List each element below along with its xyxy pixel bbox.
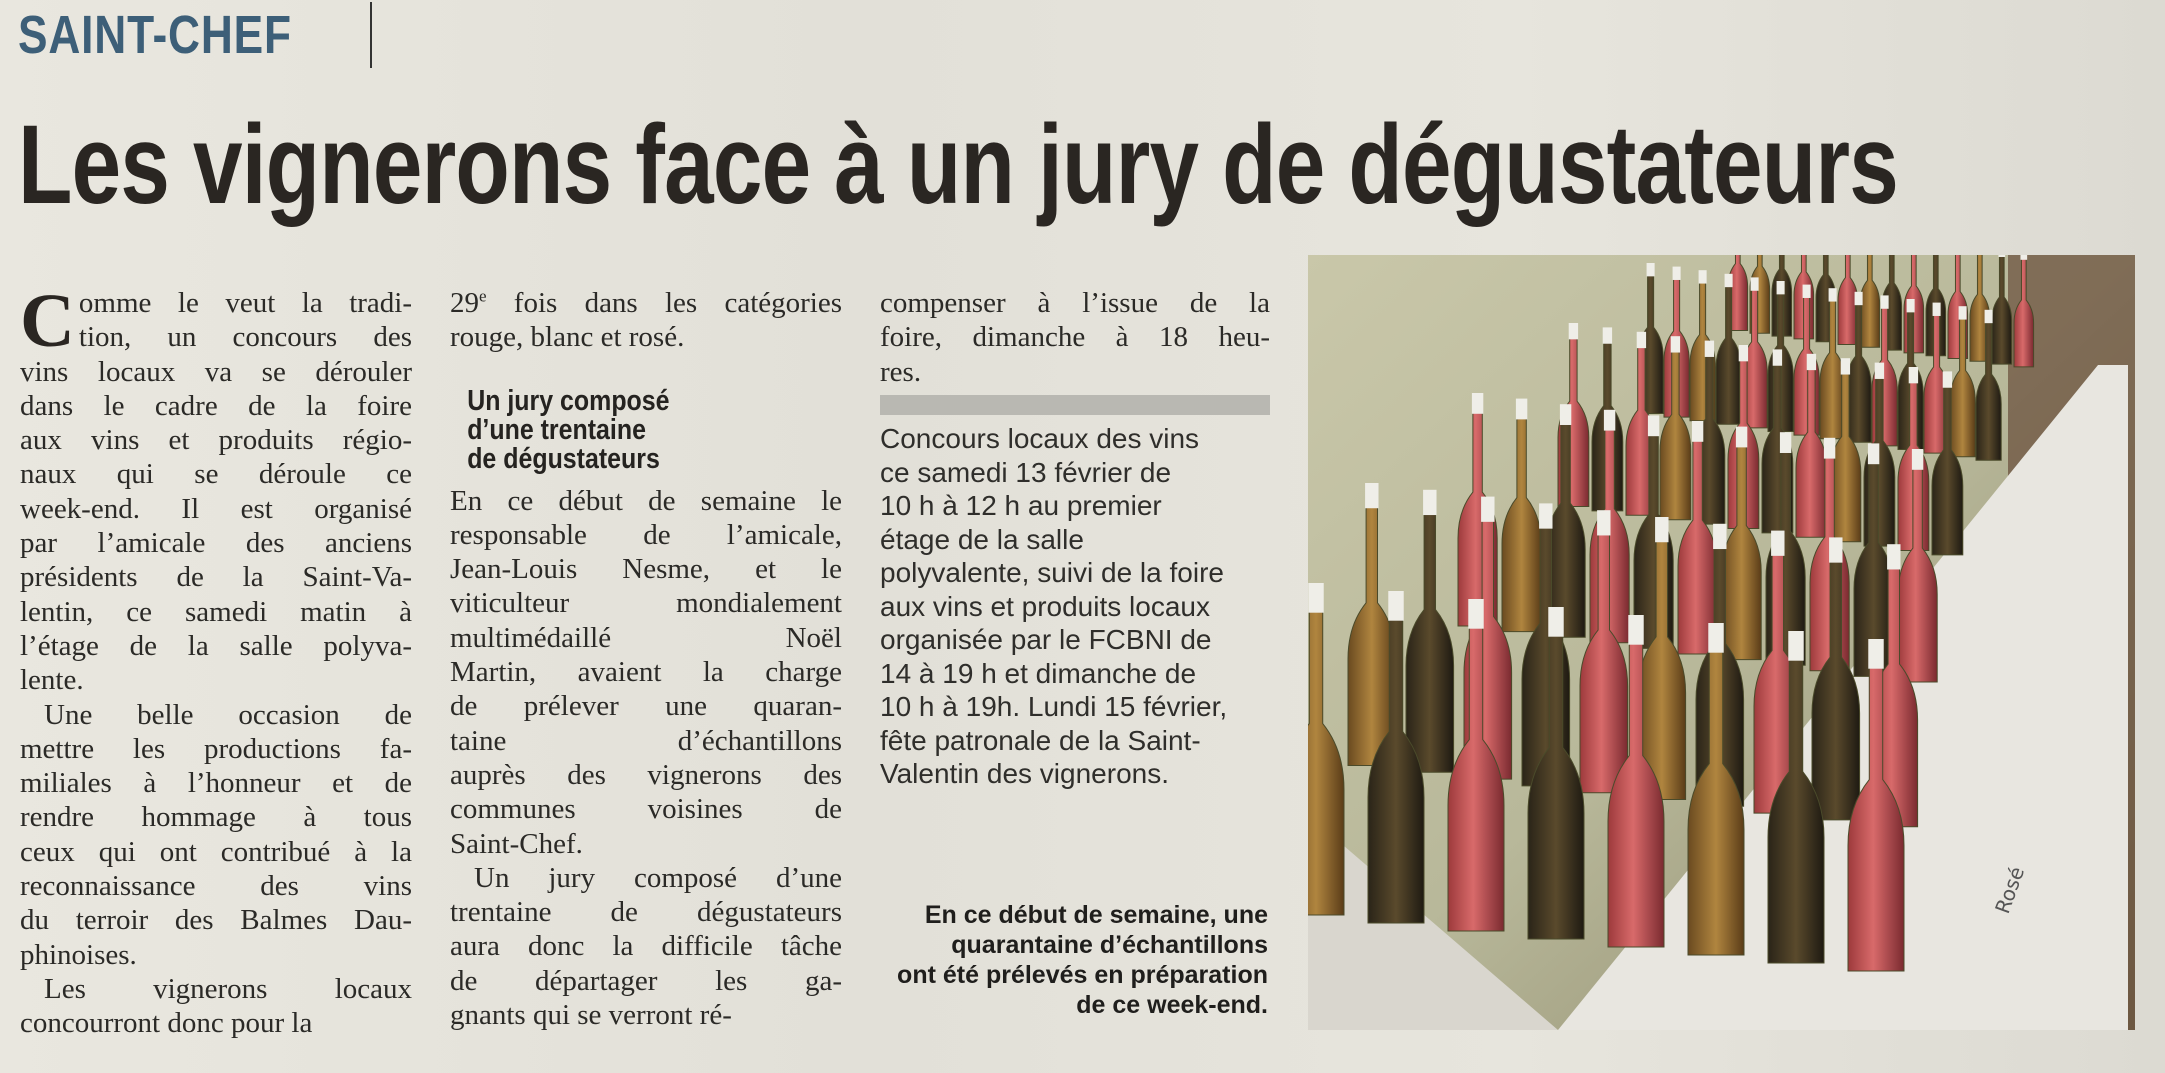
bottle-cap: [1365, 483, 1378, 508]
bottle-cap: [1875, 363, 1884, 379]
text-line: communes voisines de: [450, 793, 842, 826]
bottle-cap: [1777, 281, 1785, 294]
text-line: concourront donc pour la: [20, 1007, 313, 1040]
article-column-3: [880, 286, 1270, 389]
caption-line: de ce week-end.: [1076, 991, 1268, 1019]
bottle-cap: [1597, 510, 1610, 535]
text-line: taine d’échantillons: [450, 724, 842, 757]
info-line: aux vins et produits locaux: [880, 590, 1210, 622]
bottle-cap: [1548, 607, 1563, 637]
bottle-cap: [1943, 371, 1952, 387]
text-line: auprès des vignerons des: [450, 758, 842, 791]
bottle-cap: [1868, 639, 1883, 669]
text-line: foire, dimanche à 18 heu-: [880, 321, 1270, 354]
bottle-cap: [1472, 393, 1483, 414]
subheading-line: de dégustateurs: [467, 442, 660, 475]
photo-caption: [880, 900, 1268, 1020]
text-line: compenser à l’issue de la: [880, 287, 1270, 319]
bottle-cap: [1648, 415, 1659, 436]
text-line: phinoises.: [20, 938, 137, 971]
bottle-cap: [1671, 336, 1680, 352]
text-line: Martin, avaient la charge: [450, 656, 842, 689]
rubric-divider: [370, 2, 372, 68]
subheading-line: Un jury composé: [467, 384, 670, 417]
text-line: lentin, ce samedi matin à: [20, 595, 412, 628]
bottle-cap: [1824, 438, 1835, 459]
bottle-cap: [1628, 615, 1643, 645]
caption-line: quarantaine d’échantillons: [951, 931, 1268, 959]
bottle-cap: [1881, 295, 1889, 308]
text-line: Un jury composé d’une: [474, 861, 842, 894]
bottle-cap: [1829, 537, 1842, 562]
text-line: gnants qui se verront ré-: [450, 999, 732, 1032]
text-line: Une belle occasion de: [44, 698, 412, 731]
info-line: 10 h à 12 h au premier: [880, 490, 1162, 521]
text-line: trentaine de dégustateurs: [450, 896, 842, 929]
info-line: étage de la salle: [880, 523, 1084, 555]
bottle-cap: [1539, 503, 1552, 528]
text-line: dans le cadre de la foire: [20, 389, 412, 422]
bottle-cap: [1604, 410, 1615, 431]
text-line: reconnaissance des vins: [20, 870, 412, 903]
bottle-cap: [1308, 583, 1323, 613]
section-rubric: SAINT-CHEF: [18, 5, 292, 65]
bottle-cap: [1560, 404, 1571, 425]
bottle-cap: [1788, 631, 1803, 661]
bottle-cap: [1637, 332, 1646, 348]
bottle-cap: [1388, 591, 1403, 621]
info-box-bar: [880, 395, 1270, 415]
article-column-2: [450, 286, 842, 1032]
text-line: lente.: [20, 664, 84, 697]
text-line: par l’amicale des anciens: [20, 527, 412, 560]
text-line: du terroir des Balmes Dau-: [20, 904, 412, 937]
bottle-cap: [1998, 255, 2005, 257]
bottle-cap: [1655, 517, 1668, 542]
table-label: Rosé: [1990, 863, 2030, 917]
bottle-cap: [1569, 323, 1578, 339]
text-line: tion, un concours des: [78, 321, 412, 354]
text-line: aux vins et produits régio-: [20, 424, 412, 457]
bottle-cap: [1736, 427, 1747, 448]
subheading-line: d’une trentaine: [467, 413, 646, 446]
text-line: de départager les ga-: [450, 964, 842, 997]
headline: Les vignerons face à un jury de dégustateurs: [18, 102, 1898, 227]
bottle-cap: [1907, 299, 1915, 312]
text-line: 29e fois dans les catégories: [450, 286, 842, 319]
text-line: vins locaux va se dérouler: [20, 355, 412, 388]
bottle-cap: [1751, 277, 1759, 290]
text-line: miliales à l’honneur et de: [20, 767, 412, 800]
caption-line: ont été prélevés en préparation: [897, 961, 1268, 989]
bottle-cap: [1841, 358, 1850, 374]
bottle-cap: [1959, 306, 1967, 319]
subheading: [450, 384, 787, 475]
info-line: 10 h à 19h. Lundi 15 février,: [880, 691, 1228, 722]
bottle-cap: [1481, 497, 1494, 522]
text-line: viticulteur mondialement: [450, 587, 842, 620]
text-line: omme le veut la tradi-: [78, 287, 412, 319]
bottle-cap: [1868, 443, 1879, 464]
text-line: En ce début de semaine le: [450, 484, 842, 517]
bottle-cap: [1985, 310, 1993, 323]
text-line: Saint-Chef.: [450, 827, 583, 860]
bottle-cap: [1603, 327, 1612, 343]
text-line: présidents de la Saint-Va-: [20, 561, 412, 594]
info-line: Concours locaux des vins: [880, 423, 1200, 454]
bottle-cap: [1771, 531, 1784, 556]
text-line: de prélever une quaran-: [450, 690, 842, 723]
info-box: [880, 422, 1280, 791]
bottle-cap: [1739, 345, 1748, 361]
text-line: mettre les productions fa-: [20, 732, 412, 765]
photo-wine-bottles: [1308, 255, 2135, 1030]
bottle-cap: [1692, 421, 1703, 442]
text-line: ceux qui ont contribué à la: [20, 835, 412, 868]
text-line: responsable de l’amicale,: [450, 518, 842, 551]
info-line: polyvalente, suivi de la foire: [880, 557, 1224, 588]
bottle-cap: [1807, 354, 1816, 370]
info-line: organisée par le FCBNI de: [880, 624, 1212, 655]
text-line: l’étage de la salle polyva-: [20, 629, 412, 662]
text-line: rendre hommage à tous: [20, 801, 412, 834]
bottle-cap: [1855, 292, 1863, 305]
bottle-cap: [1887, 544, 1900, 569]
caption-line: En ce début de semaine, une: [924, 901, 1268, 929]
bottle-cap: [1713, 524, 1726, 549]
info-line: 14 à 19 h et dimanche de: [880, 657, 1197, 689]
text-line: naux qui se déroule ce: [20, 458, 412, 491]
info-line: ce samedi 13 février de: [880, 456, 1172, 488]
bottle-cap: [1516, 399, 1527, 420]
bottle-cap: [1725, 274, 1733, 287]
text-line: Les vignerons locaux: [44, 972, 412, 1005]
bottle-cap: [1705, 341, 1714, 357]
text-line: aura donc la difficile tâche: [450, 930, 842, 963]
text-line: res.: [880, 355, 922, 388]
drop-cap: C: [20, 279, 75, 363]
bottle-cap: [1647, 263, 1655, 276]
text-line: multimédaillé Noël: [450, 621, 842, 654]
bottle-cap: [1708, 623, 1723, 653]
bottle-cap: [1468, 599, 1483, 629]
info-line: fête patronale de la Saint-: [880, 724, 1201, 756]
article-column-1: [20, 279, 412, 1041]
text-line: rouge, blanc et rosé.: [450, 321, 685, 354]
bottle-cap: [1803, 285, 1811, 298]
bottle-cap: [1699, 270, 1707, 283]
bottle-cap: [1933, 303, 1941, 316]
bottle-cap: [1673, 267, 1681, 280]
text-line: Jean-Louis Nesme, et le: [450, 553, 842, 586]
info-line: Valentin des vignerons.: [880, 758, 1169, 789]
bottle-cap: [1773, 349, 1782, 365]
bottle-cap: [1829, 288, 1837, 301]
bottle-cap: [1780, 432, 1791, 453]
text-line: week-end. Il est organisé: [20, 492, 412, 525]
bottle-cap: [1909, 367, 1918, 383]
bottle-cap: [1912, 449, 1923, 470]
bottle-cap: [2020, 255, 2027, 260]
bottle-cap: [1423, 490, 1436, 515]
